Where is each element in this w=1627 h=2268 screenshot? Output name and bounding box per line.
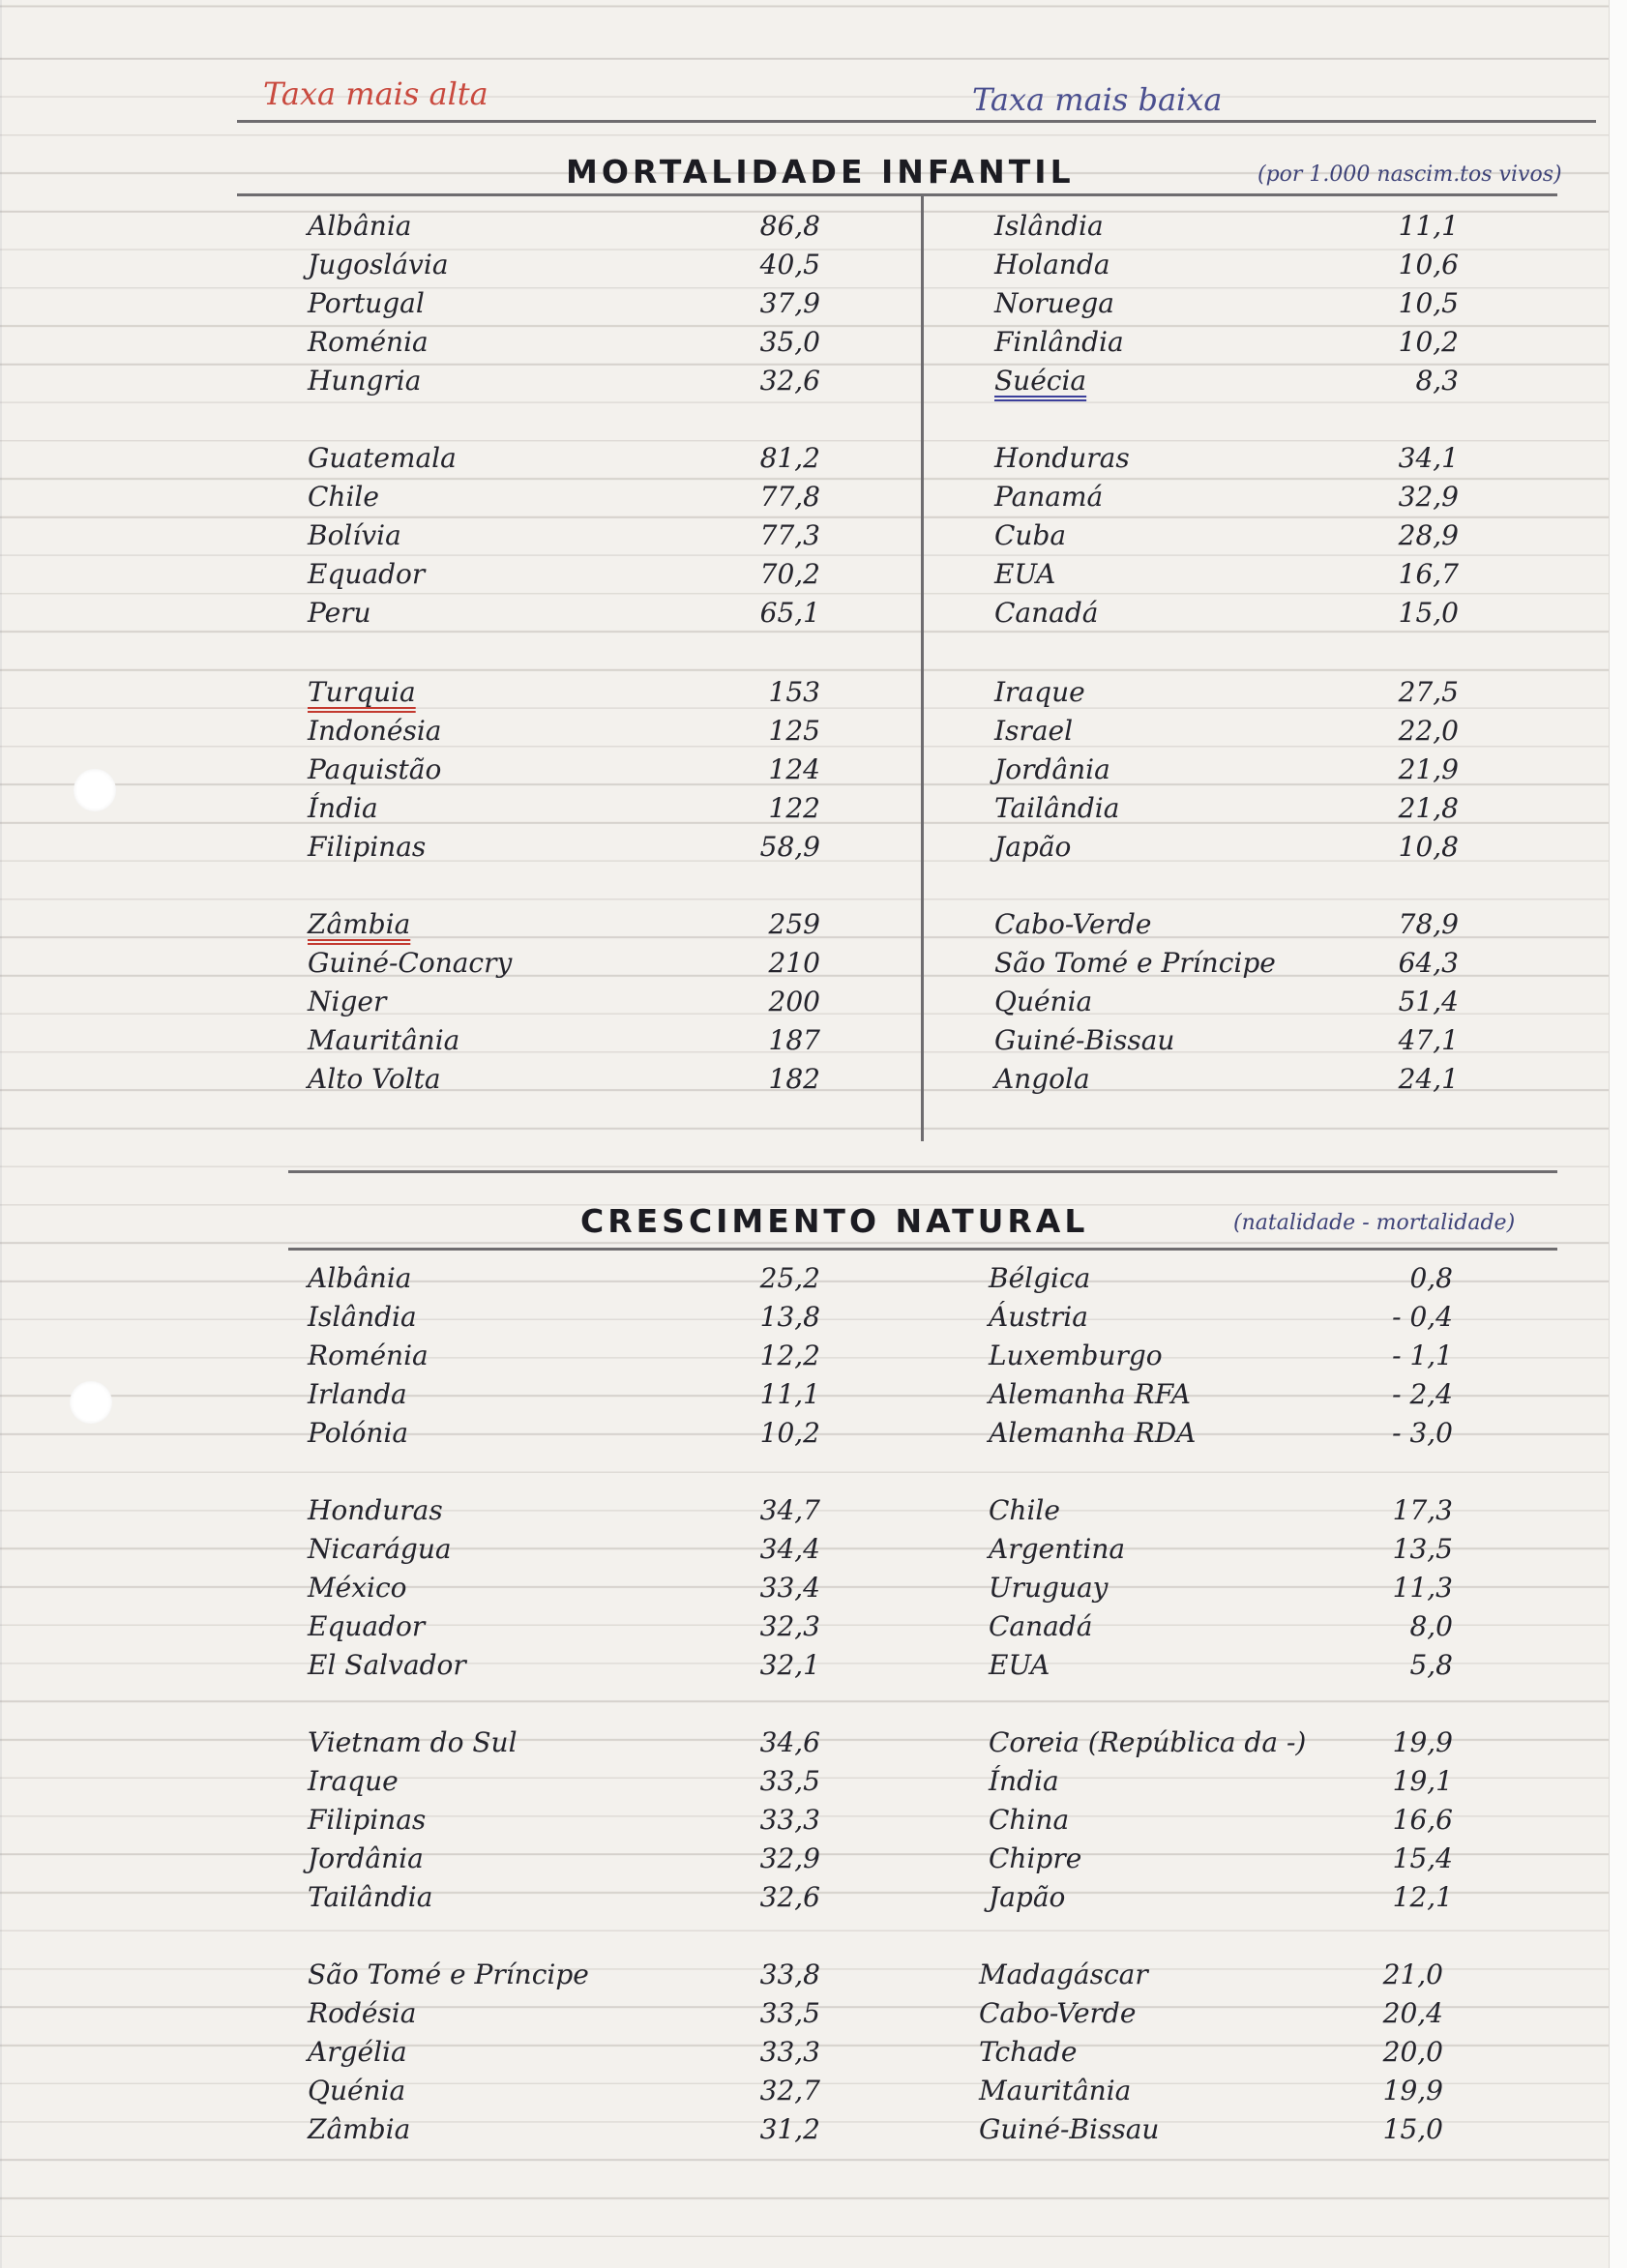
country-name: Cabo-Verde: [994, 908, 1152, 940]
rate-value: 81,2: [759, 442, 820, 474]
country-name: Roménia: [308, 1340, 429, 1371]
rate-value: 70,2: [759, 558, 820, 590]
country-name: Albânia: [308, 210, 412, 242]
country-name: México: [308, 1572, 407, 1604]
rate-value: 86,8: [759, 210, 820, 242]
rate-value: 124: [768, 753, 820, 785]
rate-value: 210: [768, 947, 820, 979]
rate-value: 34,7: [759, 1494, 820, 1526]
country-name: EUA: [994, 558, 1056, 590]
country-name: Tchade: [979, 2036, 1078, 2068]
country-name: Hungria: [308, 365, 422, 397]
rate-value: 40,5: [759, 249, 820, 280]
country-name: Filipinas: [308, 831, 427, 863]
rate-value: 32,9: [1398, 481, 1459, 513]
country-name: Mauritânia: [308, 1024, 460, 1056]
country-name: Coreia (República da -): [989, 1726, 1307, 1758]
country-name: Peru: [308, 597, 371, 629]
rate-value: 34,1: [1398, 442, 1459, 474]
rate-value: 11,1: [1398, 210, 1459, 242]
country-name: Argélia: [308, 2036, 407, 2068]
rate-value: 35,0: [759, 326, 820, 358]
rate-value: 77,3: [759, 519, 820, 551]
header-low-rate: Taxa mais baixa: [972, 81, 1223, 118]
country-name: Quénia: [994, 986, 1093, 1017]
rate-value: 17,3: [1392, 1494, 1453, 1526]
rate-value: - 1,1: [1392, 1340, 1453, 1371]
country-name: Japão: [989, 1881, 1066, 1913]
country-name: Argentina: [989, 1533, 1126, 1565]
country-name: Alto Volta: [308, 1063, 441, 1095]
rate-value: 21,8: [1398, 792, 1459, 824]
country-name: Tailândia: [308, 1881, 433, 1913]
country-name: Rodésia: [308, 1997, 417, 2029]
paper-right-edge: [1609, 0, 1627, 2268]
country-name: Índia: [308, 792, 378, 824]
section-divider: [288, 1170, 1557, 1173]
country-name: Niger: [308, 986, 387, 1017]
rate-value: - 3,0: [1392, 1417, 1453, 1449]
country-name: Canadá: [994, 597, 1099, 629]
country-name: Áustria: [989, 1301, 1088, 1333]
paper-edge: [0, 0, 2, 2268]
rate-value: 19,9: [1392, 1726, 1453, 1758]
country-name: Polónia: [308, 1417, 409, 1449]
rate-value: 16,6: [1392, 1804, 1453, 1836]
rate-value: 122: [768, 792, 820, 824]
country-name: Jugoslávia: [308, 249, 449, 280]
section-title-mortalidade: MORTALIDADE INFANTIL: [566, 153, 1075, 191]
rate-value: 21,0: [1382, 1959, 1443, 1990]
country-name: Guiné-Bissau: [994, 1024, 1175, 1056]
rate-value: 65,1: [759, 597, 820, 629]
country-name: Canadá: [989, 1610, 1093, 1642]
rate-value: 58,9: [759, 831, 820, 863]
rate-value: 32,3: [759, 1610, 820, 1642]
rate-value: 10,2: [1398, 326, 1459, 358]
country-name: Bolívia: [308, 519, 401, 551]
rate-value: 182: [768, 1063, 820, 1095]
country-name: Noruega: [994, 287, 1114, 319]
country-name: Alemanha RFA: [989, 1378, 1191, 1410]
rate-value: 8,0: [1409, 1610, 1453, 1642]
rate-value: 20,0: [1382, 2036, 1443, 2068]
country-name: Guatemala: [308, 442, 457, 474]
rate-value: 33,3: [759, 1804, 820, 1836]
rate-value: 12,1: [1392, 1881, 1453, 1913]
country-name: Quénia: [308, 2075, 406, 2106]
country-name: Islândia: [308, 1301, 417, 1333]
country-name: Índia: [989, 1765, 1059, 1797]
rate-value: 200: [768, 986, 820, 1017]
country-name: São Tomé e Príncipe: [308, 1959, 589, 1990]
rate-value: 8,3: [1415, 365, 1459, 397]
rate-value: 64,3: [1398, 947, 1459, 979]
country-name: Japão: [994, 831, 1072, 863]
country-name: Roménia: [308, 326, 429, 358]
country-name: Finlândia: [994, 326, 1124, 358]
rate-value: 32,6: [759, 1881, 820, 1913]
rate-value: 32,1: [759, 1649, 820, 1681]
country-name: Iraque: [994, 676, 1085, 708]
country-name: Israel: [994, 715, 1074, 747]
country-name: Honduras: [308, 1494, 443, 1526]
country-name: Cabo-Verde: [979, 1997, 1137, 2029]
rate-value: 28,9: [1398, 519, 1459, 551]
rate-value: 125: [768, 715, 820, 747]
rate-value: 10,5: [1398, 287, 1459, 319]
rate-value: 15,0: [1398, 597, 1459, 629]
rate-value: 27,5: [1398, 676, 1459, 708]
country-name: Panamá: [994, 481, 1104, 513]
country-name: Portugal: [308, 287, 425, 319]
country-name: Honduras: [994, 442, 1130, 474]
rate-value: 11,1: [759, 1378, 820, 1410]
country-name: Chipre: [989, 1842, 1082, 1874]
section-divider: [288, 1248, 1557, 1251]
rate-value: 13,5: [1392, 1533, 1453, 1565]
rate-value: 33,5: [759, 1997, 820, 2029]
rate-value: 20,4: [1382, 1997, 1443, 2029]
country-name: Angola: [994, 1063, 1090, 1095]
section-note-crescimento: (natalidade - mortalidade): [1233, 1211, 1516, 1235]
country-name: Tailândia: [994, 792, 1120, 824]
punch-hole: [74, 769, 116, 811]
country-name: China: [989, 1804, 1070, 1836]
country-name: Albânia: [308, 1262, 412, 1294]
country-name: São Tomé e Príncipe: [994, 947, 1276, 979]
rate-value: 24,1: [1398, 1063, 1459, 1095]
rate-value: 34,4: [759, 1533, 820, 1565]
country-name: Jordânia: [994, 753, 1110, 785]
country-name: Irlanda: [308, 1378, 407, 1410]
country-name: Jordânia: [308, 1842, 424, 1874]
rate-value: 21,9: [1398, 753, 1459, 785]
rate-value: - 2,4: [1392, 1378, 1453, 1410]
section-divider: [237, 193, 1557, 196]
rate-value: 0,8: [1409, 1262, 1453, 1294]
rate-value: 10,6: [1398, 249, 1459, 280]
rate-value: 259: [768, 908, 820, 940]
rate-value: 15,4: [1392, 1842, 1453, 1874]
rate-value: 78,9: [1398, 908, 1459, 940]
country-name: Suécia: [994, 365, 1087, 397]
country-name: Turquia: [308, 676, 416, 708]
country-name: Mauritânia: [979, 2075, 1132, 2106]
country-name: Cuba: [994, 519, 1067, 551]
rate-value: 47,1: [1398, 1024, 1459, 1056]
rate-value: 33,3: [759, 2036, 820, 2068]
rate-value: 33,8: [759, 1959, 820, 1990]
country-name: Luxemburgo: [989, 1340, 1163, 1371]
rate-value: 25,2: [759, 1262, 820, 1294]
rate-value: 15,0: [1382, 2113, 1443, 2145]
rate-value: 33,5: [759, 1765, 820, 1797]
punch-hole: [70, 1381, 112, 1424]
header-high-rate: Taxa mais alta: [263, 75, 488, 112]
rate-value: 10,8: [1398, 831, 1459, 863]
country-name: Iraque: [308, 1765, 399, 1797]
rate-value: 33,4: [759, 1572, 820, 1604]
rate-value: 37,9: [759, 287, 820, 319]
rate-value: - 0,4: [1392, 1301, 1453, 1333]
column-divider: [921, 193, 924, 1141]
country-name: Equador: [308, 558, 426, 590]
country-name: Indonésia: [308, 715, 442, 747]
rate-value: 187: [768, 1024, 820, 1056]
country-name: Madagáscar: [979, 1959, 1148, 1990]
rate-value: 32,9: [759, 1842, 820, 1874]
rate-value: 11,3: [1392, 1572, 1453, 1604]
rate-value: 5,8: [1409, 1649, 1453, 1681]
country-name: El Salvador: [308, 1649, 466, 1681]
country-name: Guiné-Conacry: [308, 947, 513, 979]
rate-value: 12,2: [759, 1340, 820, 1371]
rate-value: 19,9: [1382, 2075, 1443, 2106]
country-name: EUA: [989, 1649, 1050, 1681]
rate-value: 10,2: [759, 1417, 820, 1449]
rate-value: 31,2: [759, 2113, 820, 2145]
rate-value: 22,0: [1398, 715, 1459, 747]
country-name: Uruguay: [989, 1572, 1109, 1604]
rate-value: 32,7: [759, 2075, 820, 2106]
country-name: Bélgica: [989, 1262, 1091, 1294]
country-name: Paquistão: [308, 753, 442, 785]
rate-value: 153: [768, 676, 820, 708]
rate-value: 13,8: [759, 1301, 820, 1333]
country-name: Alemanha RDA: [989, 1417, 1197, 1449]
country-name: Nicarágua: [308, 1533, 452, 1565]
rate-value: 51,4: [1398, 986, 1459, 1017]
section-note-mortalidade: (por 1.000 nascim.tos vivos): [1257, 162, 1562, 187]
rate-value: 19,1: [1392, 1765, 1453, 1797]
header-divider: [237, 120, 1596, 123]
rate-value: 16,7: [1398, 558, 1459, 590]
rate-value: 34,6: [759, 1726, 820, 1758]
section-title-crescimento: CRESCIMENTO NATURAL: [580, 1202, 1089, 1240]
country-name: Zâmbia: [308, 2113, 411, 2145]
country-name: Zâmbia: [308, 908, 411, 940]
country-name: Vietnam do Sul: [308, 1726, 518, 1758]
country-name: Chile: [989, 1494, 1060, 1526]
country-name: Holanda: [994, 249, 1110, 280]
rate-value: 32,6: [759, 365, 820, 397]
country-name: Filipinas: [308, 1804, 427, 1836]
country-name: Islândia: [994, 210, 1104, 242]
country-name: Guiné-Bissau: [979, 2113, 1160, 2145]
country-name: Equador: [308, 1610, 426, 1642]
rate-value: 77,8: [759, 481, 820, 513]
country-name: Chile: [308, 481, 379, 513]
